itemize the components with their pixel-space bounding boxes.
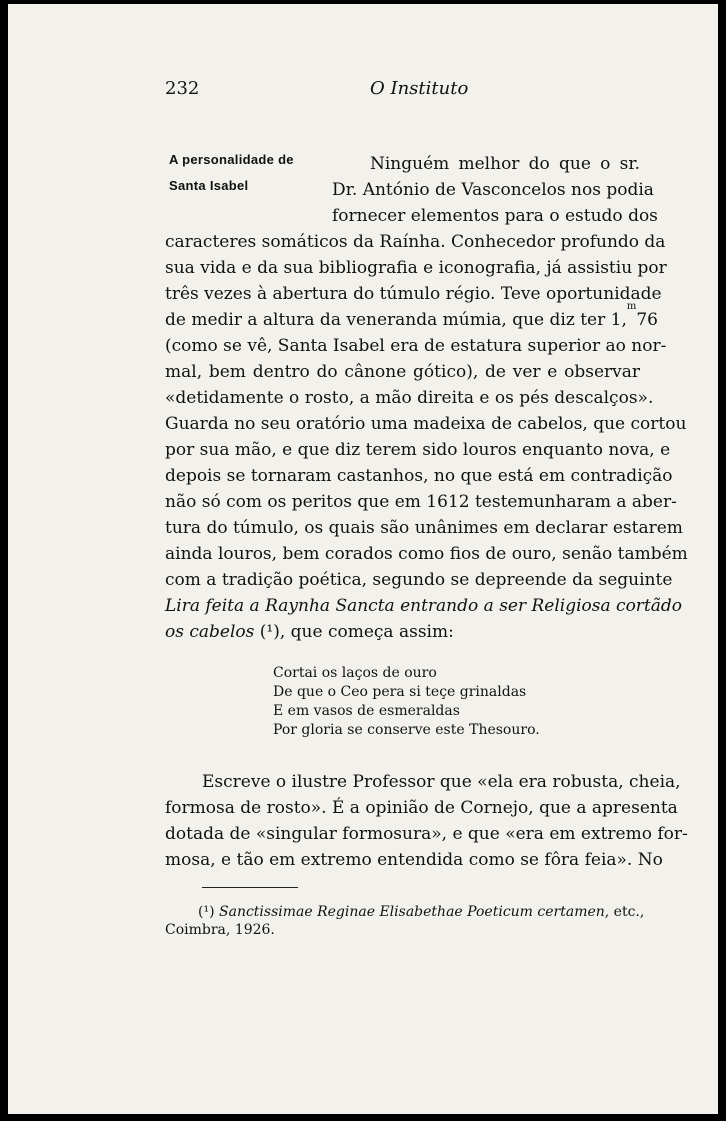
text-line: Guarda no seu oratório uma madeixa de cabelos, que cortou — [165, 414, 687, 434]
lira-intro-line — [165, 619, 454, 645]
text-line: Dr. António de Vasconcelos nos podia — [332, 180, 654, 200]
text-line: ainda louros, bem corados como fios de ouro, senão também — [165, 544, 688, 564]
verse-line: Por gloria se conserve este Thesouro. — [273, 722, 540, 738]
lira-intro: , que começa assim: — [279, 622, 454, 642]
footnote-marker: (¹) — [198, 904, 215, 920]
footnote-title: Sanctissimae Reginae Elisabethae Poeticum certamen — [219, 904, 605, 920]
text-line-height — [165, 301, 658, 333]
height-superscript: m — [626, 301, 637, 312]
verse-line: E em vasos de esmeraldas — [273, 703, 460, 719]
text-line: Ninguém melhor do que o sr. — [370, 154, 640, 174]
text-line: formosa de rosto». É a opinião de Cornejo, que a apresenta — [165, 798, 678, 818]
footnote-line-1 — [198, 904, 644, 920]
lira-title-end: os cabelos — [165, 622, 255, 642]
sidenote-line-1: A personalidade de — [169, 152, 294, 167]
text-line: três vezes à abertura do túmulo régio. Teve oportunidade — [165, 284, 662, 304]
text-line: caracteres somáticos da Raínha. Conhecedor profundo da — [165, 232, 666, 252]
verse-line: De que o Ceo pera si teçe grinaldas — [273, 684, 527, 700]
footnote-ref[interactable]: (¹) — [259, 622, 280, 642]
sidenote-line-2: Santa Isabel — [169, 178, 249, 193]
text-line: Escreve o ilustre Professor que «ela era robusta, cheia, — [202, 772, 681, 792]
page-number: 232 — [165, 78, 200, 99]
text-line: tura do túmulo, os quais são unânimes em declarar estarem — [165, 518, 683, 538]
footnote-rule — [202, 887, 298, 888]
page — [8, 4, 718, 1114]
text-line: não só com os peritos que em 1612 testemunharam a aber- — [165, 492, 677, 512]
text-segment: de medir a altura da veneranda múmia, que diz ter 1, — [165, 310, 627, 330]
text-line: fornecer elementos para o estudo dos — [332, 206, 658, 226]
height-value: 76 — [636, 310, 658, 330]
text-line: sua vida e da sua bibliografia e iconografia, já assistiu por — [165, 258, 667, 278]
text-line: depois se tornaram castanhos, no que está em contradição — [165, 466, 673, 486]
text-line: dotada de «singular formosura», e que «era em extremo for- — [165, 824, 688, 844]
footnote-line-2: Coimbra, 1926. — [165, 922, 275, 938]
text-line: mal, bem dentro do cânone gótico), de ver e observar — [165, 362, 640, 382]
text-line: por sua mão, e que diz terem sido louros enquanto nova, e — [165, 440, 671, 460]
lira-title: Lira feita a Raynha Sancta entrando a ser Religiosa cortãdo — [165, 596, 683, 616]
footnote-suffix: , etc., — [604, 904, 645, 920]
text-line: (como se vê, Santa Isabel era de estatura superior ao nor- — [165, 336, 667, 356]
verse-line: Cortai os laços de ouro — [273, 665, 437, 681]
text-line: «detidamente o rosto, a mão direita e os pés descalços». — [165, 388, 654, 408]
running-title: O Instituto — [370, 78, 469, 99]
text-line: mosa, e tão em extremo entendida como se fôra feia». No — [165, 850, 663, 870]
lira-title-line — [165, 593, 683, 619]
text-line: com a tradição poética, segundo se depreende da seguinte — [165, 570, 673, 590]
